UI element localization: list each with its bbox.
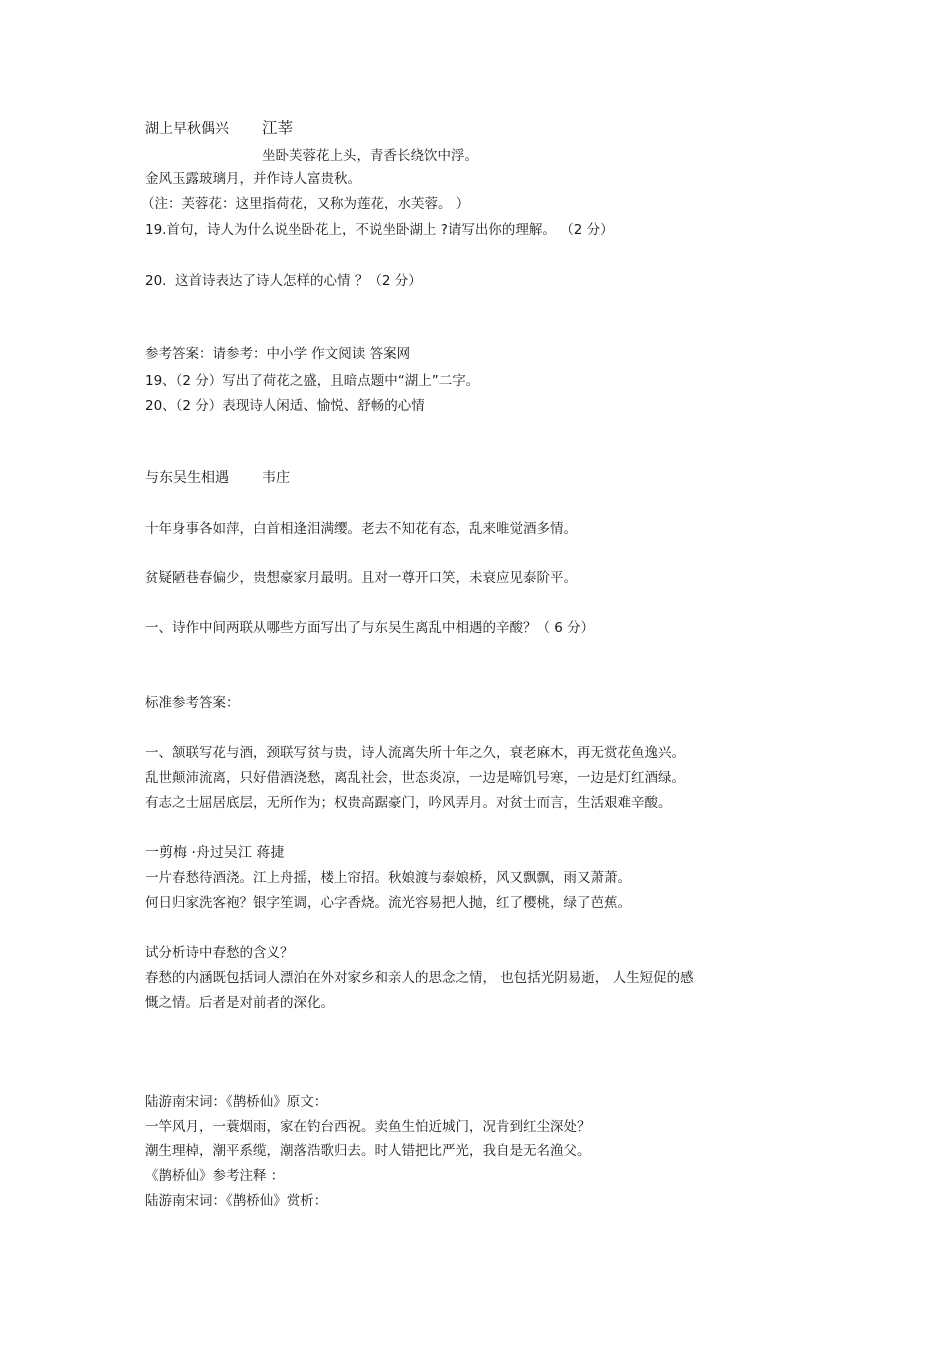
poem4-header: 陆游南宋词：《鹊桥仙》原文： <box>145 1094 328 1110</box>
poem2-answer-line-3: 有志之士屈居底层，无所作为；权贵高踞豪门，吟风弄月。对贫士而言，生活艰难辛酸。 <box>145 795 672 811</box>
answer-header-1: 参考答案：请参考：中小学 作文阅读 答案网 <box>145 346 411 362</box>
poem3-line-2: 何日归家洗客袍？银字笙调，心字香烧。流光容易把人抛，红了樱桃，绿了芭蕉。 <box>145 895 631 911</box>
poem3-answer-line-1: 春愁的内涵既包括词人漂泊在外对家乡和亲人的思念之情， 也包括光阴易逝， 人生短促的感 <box>145 970 694 986</box>
poem3-line-1: 一片春愁待酒浇。江上舟摇，楼上帘招。秋娘渡与泰娘桥，风又飘飘，雨又萧萧。 <box>145 870 631 886</box>
question-20: 20. 这首诗表达了诗人怎样的心情 ？（2 分） <box>145 273 422 289</box>
poem2-author: 韦庄 <box>262 470 290 486</box>
answer-20: 20、（2 分）表现诗人闲适、愉悦、舒畅的心情 <box>145 398 425 414</box>
answer-19: 19、（2 分）写出了荷花之盛，且暗点题中“湖上”二字。 <box>145 373 480 389</box>
question-19: 19.首句，诗人为什么说坐卧花上，不说坐卧湖上 ?请写出你的理解。 （2 分） <box>145 222 614 238</box>
poem1-author: 江莘 <box>262 119 294 137</box>
poem3-title: 一剪梅 ·舟过吴江 蒋捷 <box>145 845 285 861</box>
poem4-appreciation-header: 陆游南宋词：《鹊桥仙》赏析： <box>145 1193 328 1209</box>
poem1-line-2: 金风玉露玻璃月，并作诗人富贵秋。 <box>145 171 361 187</box>
poem4-notes-header: 《鹊桥仙》参考注释 ： <box>145 1168 285 1184</box>
poem2-line-2: 贫疑陋巷春偏少，贵想豪家月最明。且对一尊开口笑，未衰应见泰阶平。 <box>145 570 577 586</box>
poem4-line-2: 潮生理棹，潮平系缆，潮落浩歌归去。时人错把比严光，我自是无名渔父。 <box>145 1143 591 1159</box>
poem3-question: 试分析诗中春愁的含义？ <box>145 945 294 961</box>
poem2-line-1: 十年身事各如萍，白首相逢泪满缨。老去不知花有态，乱来唯觉酒多情。 <box>145 521 577 537</box>
poem2-answer-line-2: 乱世颠沛流离，只好借酒浇愁，离乱社会，世态炎凉，一边是啼饥号寒，一边是灯红酒绿。 <box>145 770 685 786</box>
poem3-answer-line-2: 慨之情。后者是对前者的深化。 <box>145 995 334 1011</box>
poem1-line-1: 坐卧芙蓉花上头，青香长绕饮中浮。 <box>262 148 478 164</box>
poem1-title: 湖上早秋偶兴 <box>145 121 229 137</box>
poem2-answer-line-1: 一、颔联写花与酒，颈联写贫与贵，诗人流离失所十年之久，衰老麻木，再无赏花鱼逸兴。 <box>145 745 685 761</box>
poem4-line-1: 一竿风月，一蓑烟雨，家在钓台西祝。卖鱼生怕近城门，况肯到红尘深处？ <box>145 1119 591 1135</box>
answer-header-2: 标准参考答案： <box>145 695 240 711</box>
poem2-title: 与东吴生相遇 <box>145 470 229 486</box>
poem2-question: 一、诗作中间两联从哪些方面写出了与东吴生离乱中相遇的辛酸？（ 6 分） <box>145 620 595 636</box>
poem1-note: （注：芙蓉花：这里指荷花，又称为莲花，水芙蓉。 ） <box>141 196 470 212</box>
